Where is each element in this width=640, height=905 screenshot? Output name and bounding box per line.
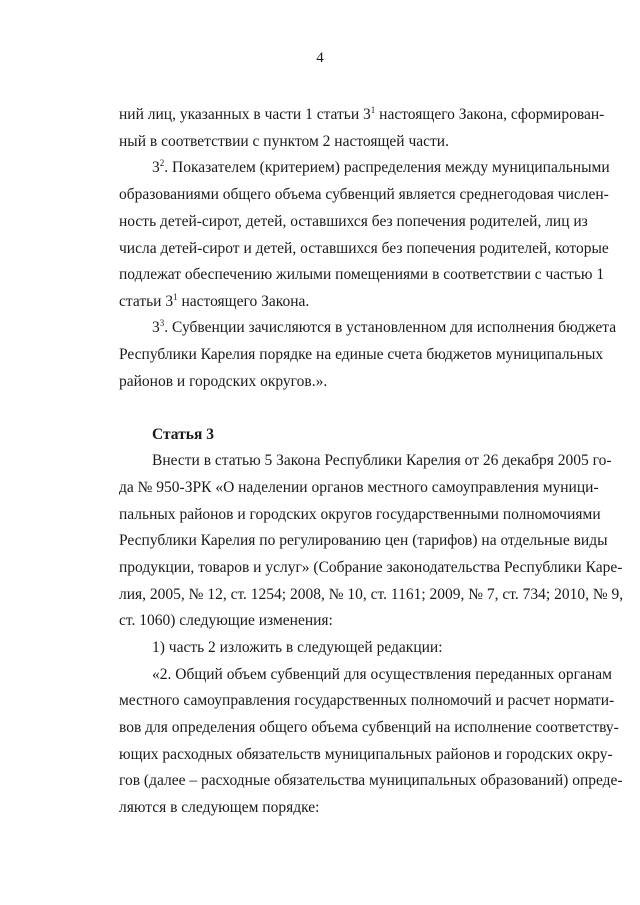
article-line-4: Республики Карелия по регулированию цен (тарифов) на отдельные виды [119,532,608,549]
p2-line-3: ность детей-сирот, детей, оставшихся без попечения родителей, лиц из [119,213,588,230]
p2-line-2: образованиями общего объема субвенций является среднегодовая числен- [119,186,609,203]
p3-line-1 [152,318,617,337]
article-line-6: лия, 2005, № 12, ст. 1254; 2008, № 10, ст. 1161; 2009, № 7, ст. 734; 2010, № 9, [119,586,624,603]
clause-number: 3 [152,159,160,176]
article-line-2: да № 950-ЗРК «О наделении органов местного самоуправления муници- [119,479,599,496]
quote-line-4: ющих расходных обязательств муниципальных районов и городских окру- [119,746,613,763]
p2-line-1 [152,158,610,177]
article-line-3: пальных районов и городских округов государственными полномочиями [119,506,601,523]
page-number: 4 [316,50,324,66]
p2-line-6 [119,293,309,311]
article-title: Статья 3 [152,426,214,443]
superscript: 1 [370,105,376,115]
article-item-1: 1) часть 2 изложить в следующей редакции: [152,639,443,656]
superscript: 2 [159,158,165,168]
p1-line-1-text: ний лиц, указанных в части 1 статьи 3 [119,106,371,123]
p1-line-2: ный в соответствии с пунктом 2 настоящей части. [119,133,449,150]
p3-line-1-text: . Субвенции зачисляются в установленном для исполнения бюджета [164,319,617,336]
p2-line-1-text: . Показателем (критерием) распределения между муниципальными [164,159,610,176]
p3-line-3: районов и городских округов.». [119,373,328,390]
quote-line-1: «2. Общий объем субвенций для осуществления переданных органам [152,666,612,683]
article-line-7: ст. 1060) следующие изменения: [119,612,333,629]
p2-line-4: числа детей-сирот и детей, оставшихся без попечения родителей, которые [119,240,609,257]
p1-line-1-text-cont: настоящего Закона, сформирован- [375,106,605,123]
quote-line-5: гов (далее – расходные обязательства муниципальных образований) опреде- [119,772,623,789]
article-line-1: Внести в статью 5 Закона Республики Карелия от 26 декабря 2005 го- [152,452,612,469]
article-line-5: продукции, товаров и услуг» (Собрание законодательства Республики Каре- [119,559,623,576]
superscript: 1 [173,292,178,302]
quote-line-6: ляются в следующем порядке: [119,799,320,816]
superscript: 3 [159,318,165,328]
p3-line-2: Республики Карелия порядке на единые счета бюджетов муниципальных [119,346,604,363]
p2-line-6-text-cont: настоящего Закона. [177,293,310,310]
quote-line-3: вов для определения общего объема субвенций на исполнение соответству- [119,719,619,736]
p1-line-1 [119,105,605,124]
quote-line-2: местного самоуправления государственных полномочий и расчет нормати- [119,692,615,709]
p2-line-6-text: статьи 3 [119,293,174,310]
clause-number: 3 [152,319,160,336]
p2-line-5: подлежат обеспечению жилыми помещениями в соответствии с частью 1 [119,266,605,283]
